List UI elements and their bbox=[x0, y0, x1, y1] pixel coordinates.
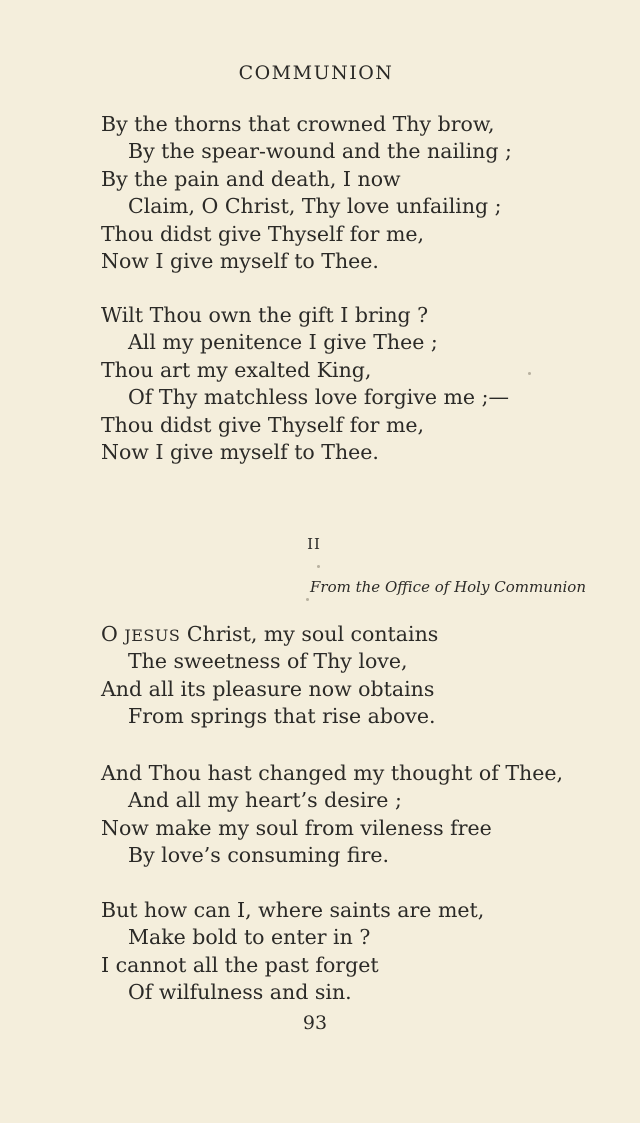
verse-line: Now make my soul from vileness free bbox=[101, 815, 492, 840]
verse-line: And Thou hast changed my thought of Thee, bbox=[101, 761, 563, 785]
verse-line: By the thorns that crowned Thy brow, bbox=[101, 112, 495, 136]
verse-line: But how can I, where saints are met, bbox=[101, 898, 485, 922]
verse-line: Thou didst give Thyself for me, bbox=[101, 412, 425, 437]
verse-line: And all my heart’s desire ; bbox=[128, 788, 402, 813]
stanza-2 bbox=[101, 302, 621, 466]
verse-line: Now I give myself to Thee. bbox=[101, 439, 379, 464]
first-line-rest: Christ, my soul contains bbox=[180, 622, 439, 646]
stanza-3 bbox=[101, 621, 621, 731]
verse-line: All my penitence I give Thee ; bbox=[128, 330, 438, 355]
running-title: COMMUNION bbox=[238, 62, 394, 84]
verse-line-first bbox=[101, 621, 621, 648]
paper-speck bbox=[528, 372, 531, 375]
stanza-5 bbox=[101, 897, 621, 1007]
verse-line: From springs that rise above. bbox=[128, 704, 436, 729]
name-small-caps: JESUS bbox=[124, 626, 181, 645]
verse-line: And all its pleasure now obtains bbox=[101, 676, 435, 701]
verse-line: By the pain and death, I now bbox=[101, 166, 401, 191]
verse-line: Thou didst give Thyself for me, bbox=[101, 221, 425, 246]
stanza-1 bbox=[101, 111, 621, 275]
verse-line: Make bold to enter in ? bbox=[128, 925, 371, 950]
verse-line: I cannot all the past forget bbox=[101, 952, 379, 977]
verse-line: Now I give myself to Thee. bbox=[101, 248, 379, 273]
verse-line: By the spear-wound and the nailing ; bbox=[128, 139, 512, 164]
hymn-source: From the Office of Holy Communion bbox=[310, 578, 586, 596]
stanza-4 bbox=[101, 760, 621, 870]
verse-line: The sweetness of Thy love, bbox=[128, 649, 408, 674]
verse-line: Claim, O Christ, Thy love unfailing ; bbox=[128, 194, 502, 219]
verse-line: Wilt Thou own the gift I bring ? bbox=[101, 303, 429, 327]
paper-speck bbox=[317, 565, 320, 568]
verse-line: Of Thy matchless love forgive me ;— bbox=[128, 385, 509, 410]
paper-speck bbox=[306, 598, 309, 601]
first-word: O bbox=[101, 622, 118, 646]
hymn-numeral: II bbox=[307, 535, 321, 553]
page-number: 93 bbox=[302, 1012, 328, 1034]
verse-line: Thou art my exalted King, bbox=[101, 357, 372, 382]
verse-line: Of wilfulness and sin. bbox=[128, 980, 352, 1005]
verse-line: By love’s consuming fire. bbox=[128, 843, 390, 868]
